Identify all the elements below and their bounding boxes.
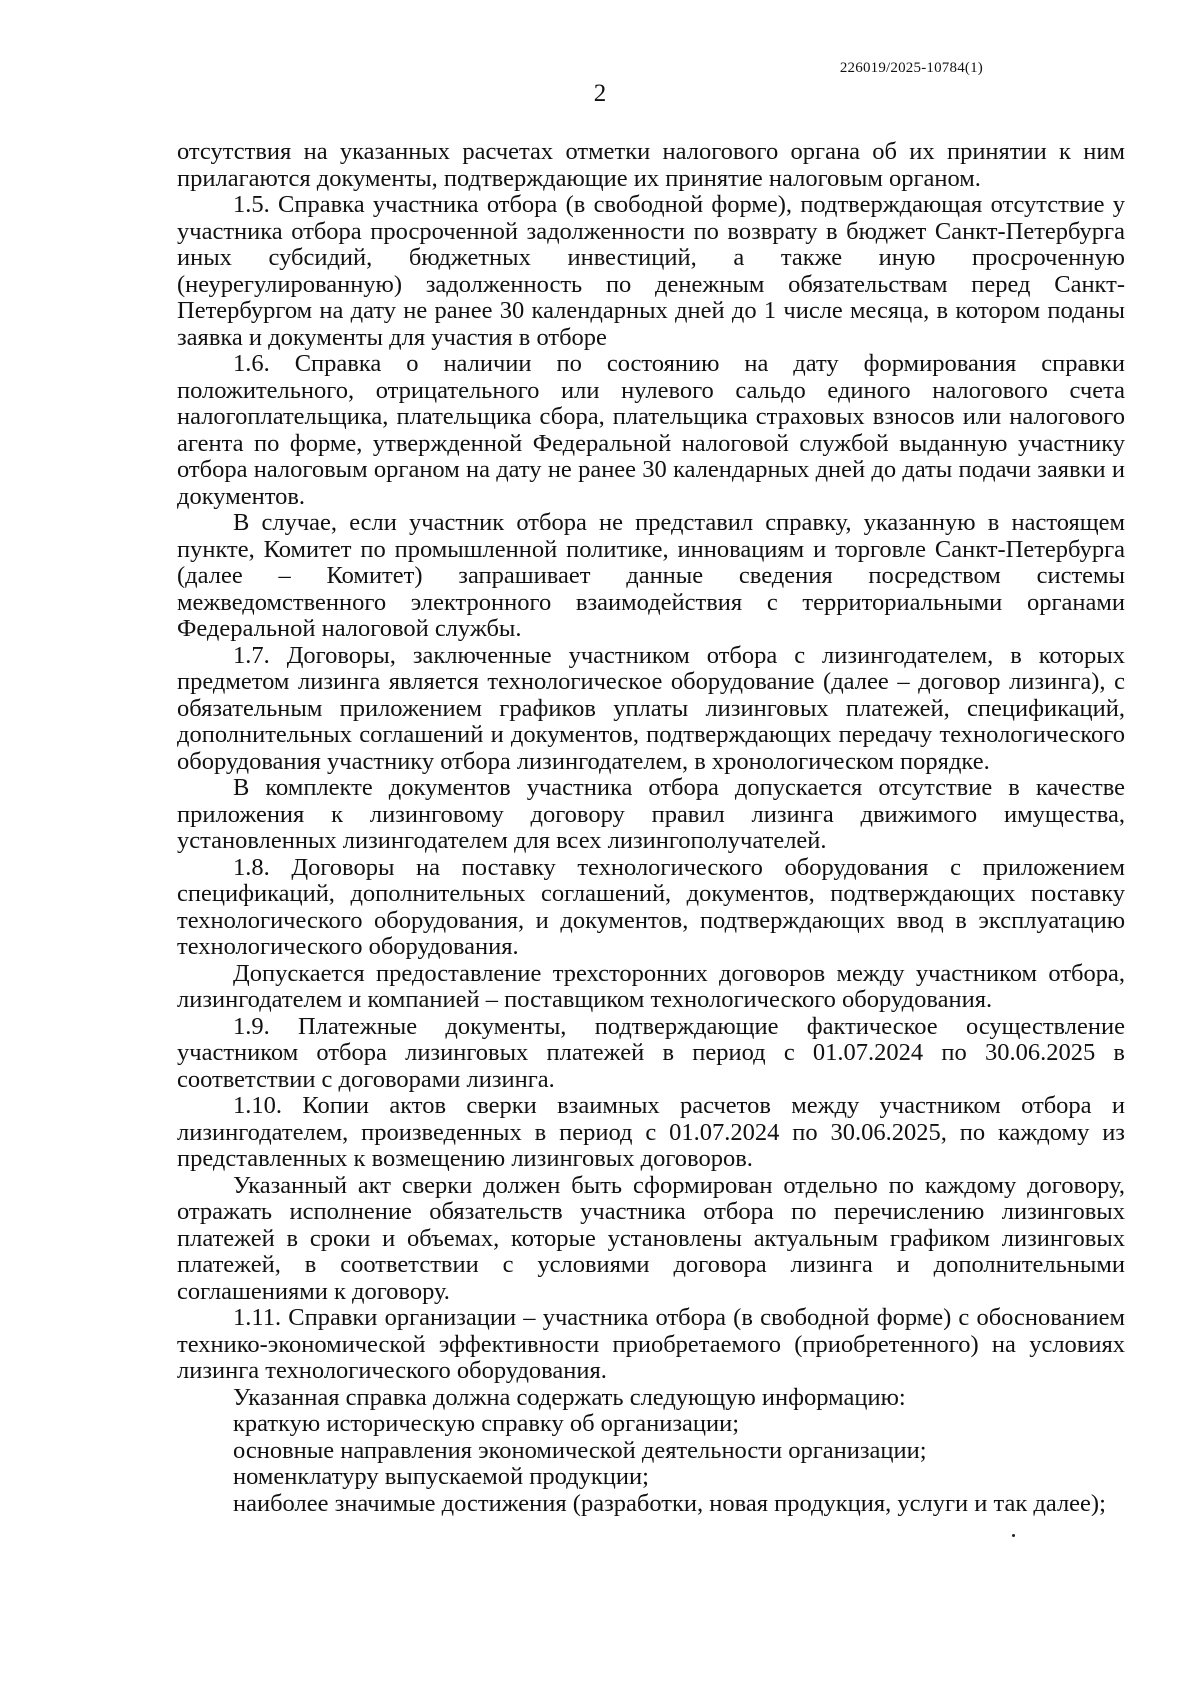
list-item: номенклатуру выпускаемой продукции; [233,1463,649,1490]
list-item: наиболее значимые достижения (разработки, новая продукция, услуги и так далее); [233,1489,1106,1517]
document-reference-number: 226019/2025-10784(1) [839,60,983,76]
paragraph-1-7-note: В комплекте документов участника отбора допускается отсутствие в качестве приложения к лизинговому договору правил лизинга движимого имущества, установленных лизингодателем для всех лизингополучателей. [177,774,1125,854]
paragraph-continuation: отсутствия на указанных расчетах отметки налогового органа об их принятии к ним прилагаются документы, подтверждающие их принятие налоговым органом. [177,138,1125,192]
paragraph-1-8: 1.8. Договоры на поставку технологического оборудования с приложением спецификаций, дополнительных соглашений, документов, подтверждающих поставку технологического оборудования, и документов, подтверждающих ввод в эксплуатацию технологического оборудования. [177,853,1125,960]
paragraph-1-11: 1.11. Справки организации – участника отбора (в свободной форме) с обоснованием технико-экономической эффективности приобретаемого (приобретенного) на условиях лизинга технологического оборудования. [177,1304,1125,1384]
list-intro: Указанная справка должна содержать следующую информацию: [233,1383,906,1411]
paragraph-1-10: 1.10. Копии актов сверки взаимных расчетов между участником отбора и лизингодателем, произведенных в период с 01.07.2024 по 30.06.2025, по каждому из представленных к возмещению лизинговых договоров. [177,1092,1125,1172]
paragraph-1-8-note: Допускается предоставление трехсторонних договоров между участником отбора, лизингодателем и компанией – поставщиком технологического оборудования. [177,959,1125,1013]
paragraph-1-10-note: Указанный акт сверки должен быть сформирован отдельно по каждому договору, отражать исполнение обязательств участника отбора по перечислению лизинговых платежей в сроки и объемах, которые установлены актуальным графиком лизинговых платежей, в соответствии с условиями договора лизинга и дополнительными соглашениями к договору. [177,1171,1125,1305]
scan-speck [1012,1534,1015,1537]
list-item: краткую историческую справку об организации; [233,1410,740,1437]
paragraph-1-6-note: В случае, если участник отбора не представил справку, указанную в настоящем пункте, Комитет по промышленной политике, инновациям и торговле Санкт-Петербурга (далее – Комитет) запрашивает данные сведения посредством системы межведомственного электронного взаимодействия с территориальными органами Федеральной налоговой службы. [177,509,1125,642]
paragraph-1-9: 1.9. Платежные документы, подтверждающие фактическое осуществление участником отбора лизинговых платежей в период с 01.07.2024 по 30.06.2025 в соответствии с договорами лизинга. [177,1012,1125,1093]
page-number: 2 [593,80,607,107]
document-body [177,139,1125,1517]
paragraph-1-6: 1.6. Справка о наличии по состоянию на дату формирования справки положительного, отрицательного или нулевого сальдо единого налогового счета налогоплательщика, плательщика сбора, плательщика страховых взносов или налогового агента по форме, утвержденной Федеральной налоговой службой выданную участнику отбора налоговым органом на дату не ранее 30 календарных дней до даты подачи заявки и документов. [177,350,1125,510]
paragraph-1-5: 1.5. Справка участника отбора (в свободной форме), подтверждающая отсутствие у участника отбора просроченной задолженности по возврату в бюджет Санкт-Петербурга иных субсидий, бюджетных инвестиций, а также иную просроченную (неурегулированную) задолженность по денежным обязательствам перед Санкт-Петербургом на дату не ранее 30 календарных дней до 1 числе месяца, в котором поданы заявка и документы для участия в отборе [177,191,1125,351]
list-item: основные направления экономической деятельности организации; [233,1436,927,1464]
paragraph-1-7: 1.7. Договоры, заключенные участником отбора с лизингодателем, в которых предметом лизинга является технологическое оборудование (далее – договор лизинга), с обязательным приложением графиков уплаты лизинговых платежей, спецификаций, дополнительных соглашений и документов, подтверждающих передачу технологического оборудования участнику отбора лизингодателем, в хронологическом порядке. [177,641,1125,775]
